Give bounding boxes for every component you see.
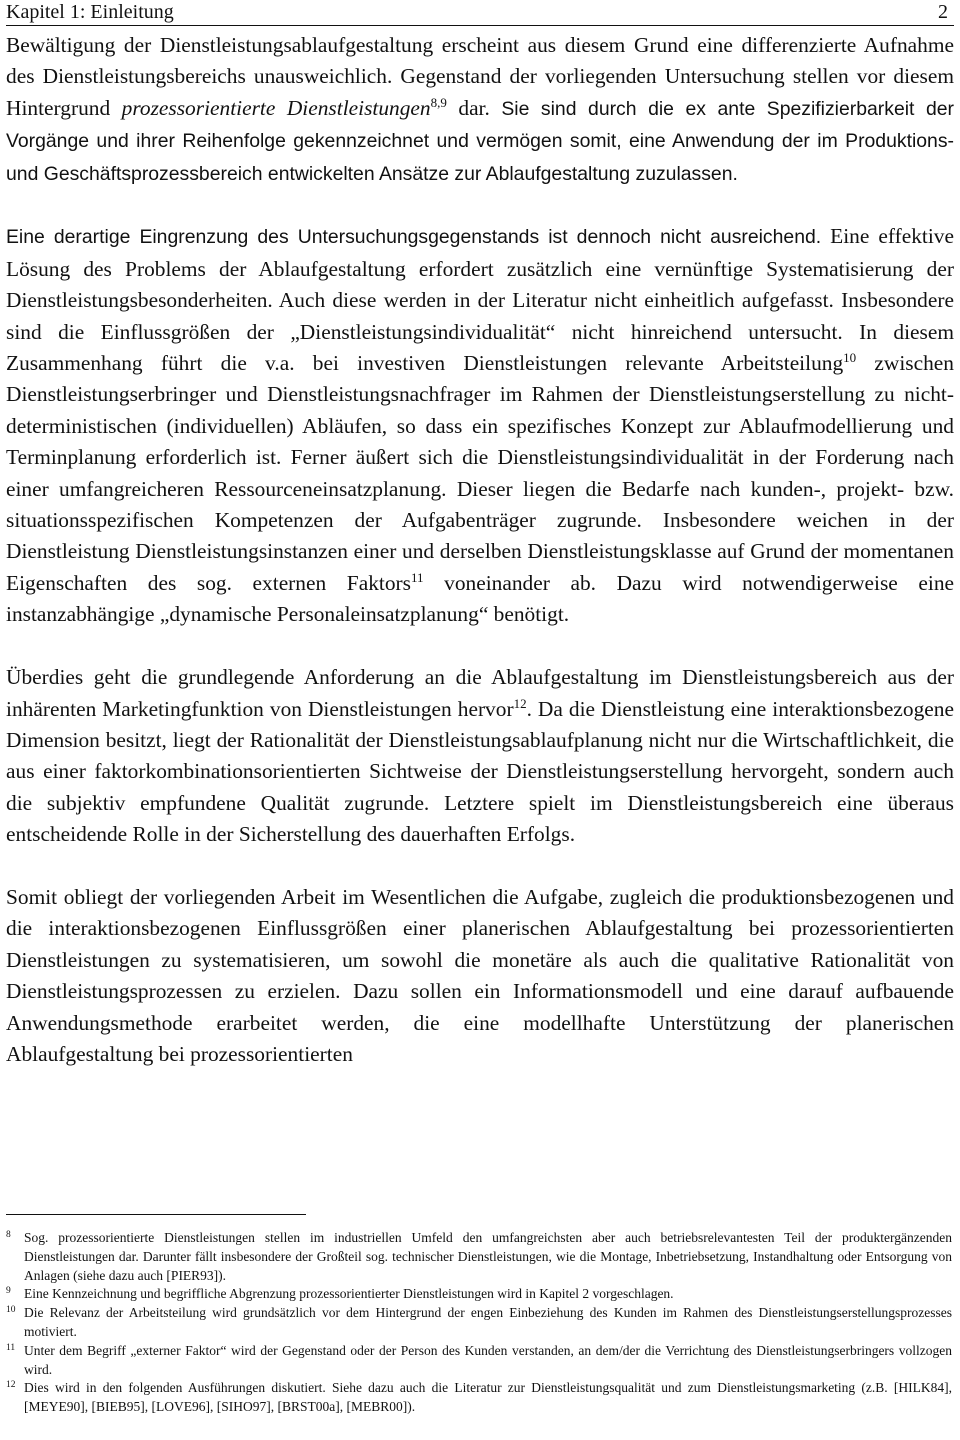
header-rule xyxy=(6,25,954,26)
footnote-number: 9 xyxy=(6,1286,11,1297)
footnotes xyxy=(6,1229,952,1417)
p3-text-b: . Da die Dienstleistung eine interaktionsbezogene Dimension besitzt, liegt der Rationalität der Dienstleistungsablaufplanung nicht nur die Wirtschaftlichkeit, die aus einer faktorkombinationsorientierten Sichtweise der Dienstleistungserstellung hervorgeht, sondern auch die subjektiv empfundene Qualität zugrunde. Letztere spielt im Dienstleistungsbereich eine überaus entscheidende Rolle in der Sicherstellung des dauerhaften Erfolgs. xyxy=(6,696,954,847)
p1-text-sans: Sie sind durch die ex ante Spezifizierbarkeit der Vorgänge und ihrer Reihenfolge gekennzeichnet und vermögen somit, eine Anwendung der im Produktions- und Geschäftsprozessbereich entwickelten Ansätze zur Ablaufgestaltung zuzulassen. xyxy=(6,97,954,185)
footnote-9 xyxy=(6,1285,952,1304)
paragraph-gap xyxy=(6,631,954,662)
footnote-text: Dies wird in den folgenden Ausführungen diskutiert. Siehe dazu auch die Literatur zur Dienstleistungsqualität und zum Dienstleistungsmarketing (z.B. [HILK84], [MEYE90], [BIEB95], [LOVE96], [SIHO97], [BRST00a], [MEBR00]). xyxy=(24,1380,952,1415)
body-text xyxy=(6,30,954,1070)
paragraph-3 xyxy=(6,662,954,850)
p2-text-b: zwischen Dienstleistungserbringer und Dienstleistungsnachfrager im Rahmen der Dienstleistungserstellung zu nicht-deterministischen (individuellen) Abläufen, so dass ein spezifisches Konzept zur Ablaufmodellierung und Terminplanung erforderlich ist. Ferner äußert sich die Dienstleistungsindividualität in der Forderung nach einer umfangreicheren Ressourceneinsatzplanung. Dieser liegen die Bedarfe nach kunden-, projekt- bzw. situationsspezifischen Kompetenzen der Aufgabenträger zugrunde. Insbesondere weichen in der Dienstleistung Dienstleistungsinstanzen einer und derselben Dienstleistungsklasse auf Grund der momentanen Eigenschaften des sog. externen Faktors xyxy=(6,351,954,595)
footnote-text: Eine Kennzeichnung und begriffliche Abgrenzung prozessorientierter Dienstleistungen wird in Kapitel 2 vorgeschlagen. xyxy=(24,1286,674,1302)
p1-text-a: Bewältigung der Dienstleistungsablaufgestaltung erscheint aus diesem Grund eine differenzierte Aufnahme des Dienstleistungsbereichs unausweichlich. Gegenstand der vorliegenden Untersuchung stellen vor diesem Hintergrund xyxy=(6,33,954,120)
footnote-text: Sog. prozessorientierte Dienstleistungen stellen im industriellen Umfeld den umfangreichsten aber auch betriebsrelevantesten Teil der produktergänzenden Dienstleistungen dar. Darunter fällt insbesondere der Großteil sog. technischer Dienstleistungen, wie die Montage, Inbetriebsetzung, Instandhaltung oder Entsorgung von Anlagen (siehe dazu auch [PIER93]). xyxy=(24,1230,952,1283)
footnote-10 xyxy=(6,1304,952,1342)
page-header xyxy=(6,0,954,26)
p2-text-c: voneinander ab. Dazu wird notwendigerweise eine instanzabhängige „dynamische Personaleinsatzplanung“ benötigt. xyxy=(6,570,955,627)
p1-italic-term: prozessorientierte Dienstleistungen xyxy=(121,95,431,120)
footnote-ref-8-9: 8,9 xyxy=(430,94,447,110)
paragraph-1 xyxy=(6,30,954,190)
p3-text-a: Überdies geht die grundlegende Anforderung an die Ablaufgestaltung im Dienstleistungsbereich aus der inhärenten Marketingfunktion von Dienstleistungen hervor xyxy=(6,665,954,721)
footnote-ref-11: 11 xyxy=(410,569,424,585)
p4-text-a: Somit obliegt der vorliegenden Arbeit im Wesentlichen die Aufgabe, zugleich die produktionsbezogenen und die interaktionsbezogenen Einflussgrößen einer planerischen Ablaufgestaltung bei prozessorientierten Dienstleistungen zu systematisieren, um sowohl die monetäre als auch die qualitative Rationalität von Dienstleistungsprozessen zu erzielen. Dazu sollen ein Informationsmodell und eine darauf aufbauende Anwendungsmethode erarbeitet werden, die eine modellhafte Unterstützung der planerischen Ablaufgestaltung bei prozessorientierten xyxy=(6,884,954,1066)
footnote-separator xyxy=(6,1214,306,1215)
paragraph-gap xyxy=(6,190,954,221)
paragraph-2 xyxy=(6,221,954,630)
paragraph-4 xyxy=(6,882,954,1070)
footnote-number: 10 xyxy=(6,1305,16,1316)
footnote-11 xyxy=(6,1342,952,1380)
footnote-text: Die Relevanz der Arbeitsteilung wird grundsätzlich vor dem Hintergrund der engen Einbeziehung des Kunden im Rahmen des Dienstleistungserstellungsprozesses motiviert. xyxy=(24,1305,952,1339)
chapter-title: Kapitel 1: Einleitung xyxy=(6,1,174,23)
footnote-number: 11 xyxy=(6,1342,16,1353)
p1-text-b: dar. xyxy=(446,95,502,120)
paragraph-gap xyxy=(6,851,954,882)
footnote-number: 12 xyxy=(6,1380,16,1391)
p2-text-a: Eine effektive Lösung des Problems der Ablaufgestaltung erfordert zusätzlich eine vernünftige Systematisierung der Dienstleistungsbesonderheiten. Auch diese werden in der Literatur nicht einheitlich aufgefasst. Insbesondere sind die Einflussgrößen der „Dienstleistungsindividualität“ nicht hinreichend untersucht. In diesem Zusammenhang führt die v.a. bei investiven Dienstleistungen relevante Arbeitsteilung xyxy=(6,224,954,376)
footnote-ref-10: 10 xyxy=(843,349,857,365)
page-number: 2 xyxy=(938,1,948,23)
footnote-number: 8 xyxy=(6,1230,11,1240)
footnote-text: Unter dem Begriff „externer Faktor“ wird der Gegenstand oder der Person des Kunden verstanden, an dem/der die Verrichtung des Dienstleistungserbringers vollzogen wird. xyxy=(24,1342,952,1377)
p2-text-sans: Eine derartige Eingrenzung des Untersuchungsgegenstands ist dennoch nicht ausreichend. xyxy=(6,226,822,249)
footnote-8 xyxy=(6,1229,952,1285)
footnote-ref-12: 12 xyxy=(513,695,527,711)
footnote-12 xyxy=(6,1379,952,1417)
